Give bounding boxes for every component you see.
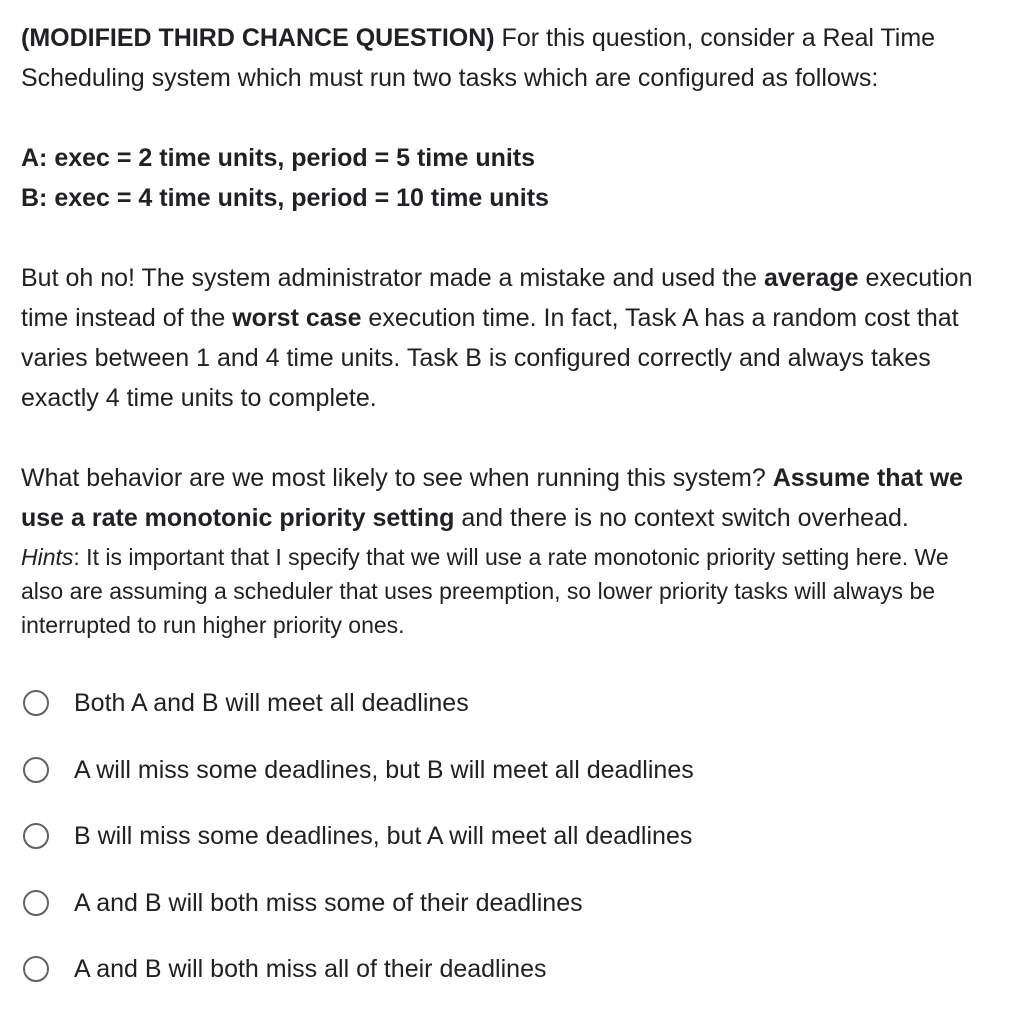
radio-button[interactable] (23, 956, 49, 982)
hints-paragraph (21, 540, 996, 642)
scenario-text-2: execution time instead of the (21, 264, 973, 332)
answer-option[interactable] (21, 949, 921, 989)
task-config (21, 138, 996, 218)
task-a-config: A: exec = 2 time units, period = 5 time units (21, 144, 536, 172)
question-text (21, 18, 996, 642)
prompt-emphasis: Assume that we use a rate monotonic priority setting (21, 464, 964, 532)
task-b-config: B: exec = 4 time units, period = 10 time units (21, 184, 549, 212)
prompt-text-1: What behavior are we most likely to see when running this system? (21, 464, 773, 492)
answer-option[interactable] (21, 683, 921, 723)
answer-option-label[interactable]: A and B will both miss all of their deadlines (74, 955, 547, 983)
answer-options (21, 683, 921, 1016)
scenario-text-1: But oh no! The system administrator made a mistake and used the (21, 264, 764, 292)
radio-button[interactable] (23, 757, 49, 783)
scenario-emphasis-worst-case: worst case (232, 304, 362, 332)
scenario-emphasis-average: average (763, 264, 859, 292)
answer-option[interactable] (21, 750, 921, 790)
question-intro-text: For this question, consider a Real Time Scheduling system which must run two tasks which are configured as follows: (21, 24, 936, 92)
answer-option[interactable] (21, 816, 921, 856)
scenario-paragraph (21, 258, 996, 418)
answer-option-label[interactable]: Both A and B will meet all deadlines (74, 689, 469, 717)
hints-label: Hints (21, 544, 74, 570)
hints-text: : It is important that I specify that we will use a rate monotonic priority setting here. We also are assuming a scheduler that uses preemption, so lower priority tasks will always be interrupted to run higher priority ones. (21, 544, 949, 638)
radio-button[interactable] (23, 890, 49, 916)
question-intro (21, 18, 996, 98)
answer-option-label[interactable]: A and B will both miss some of their deadlines (74, 888, 583, 917)
prompt-text-2: and there is no context switch overhead. (454, 504, 909, 532)
answer-option[interactable] (21, 883, 921, 923)
answer-option-label[interactable]: A will miss some deadlines, but B will meet all deadlines (74, 755, 694, 784)
radio-button[interactable] (23, 690, 49, 716)
radio-button[interactable] (23, 823, 49, 849)
question-title: (MODIFIED THIRD CHANCE QUESTION) (21, 24, 495, 52)
prompt-paragraph (21, 458, 996, 538)
scenario-text-3: execution time. In fact, Task A has a random cost that varies between 1 and 4 time units. Task B is configured correctly and always takes exactly 4 time units to complete. (21, 304, 959, 412)
answer-option-label[interactable]: B will miss some deadlines, but A will meet all deadlines (74, 822, 693, 850)
